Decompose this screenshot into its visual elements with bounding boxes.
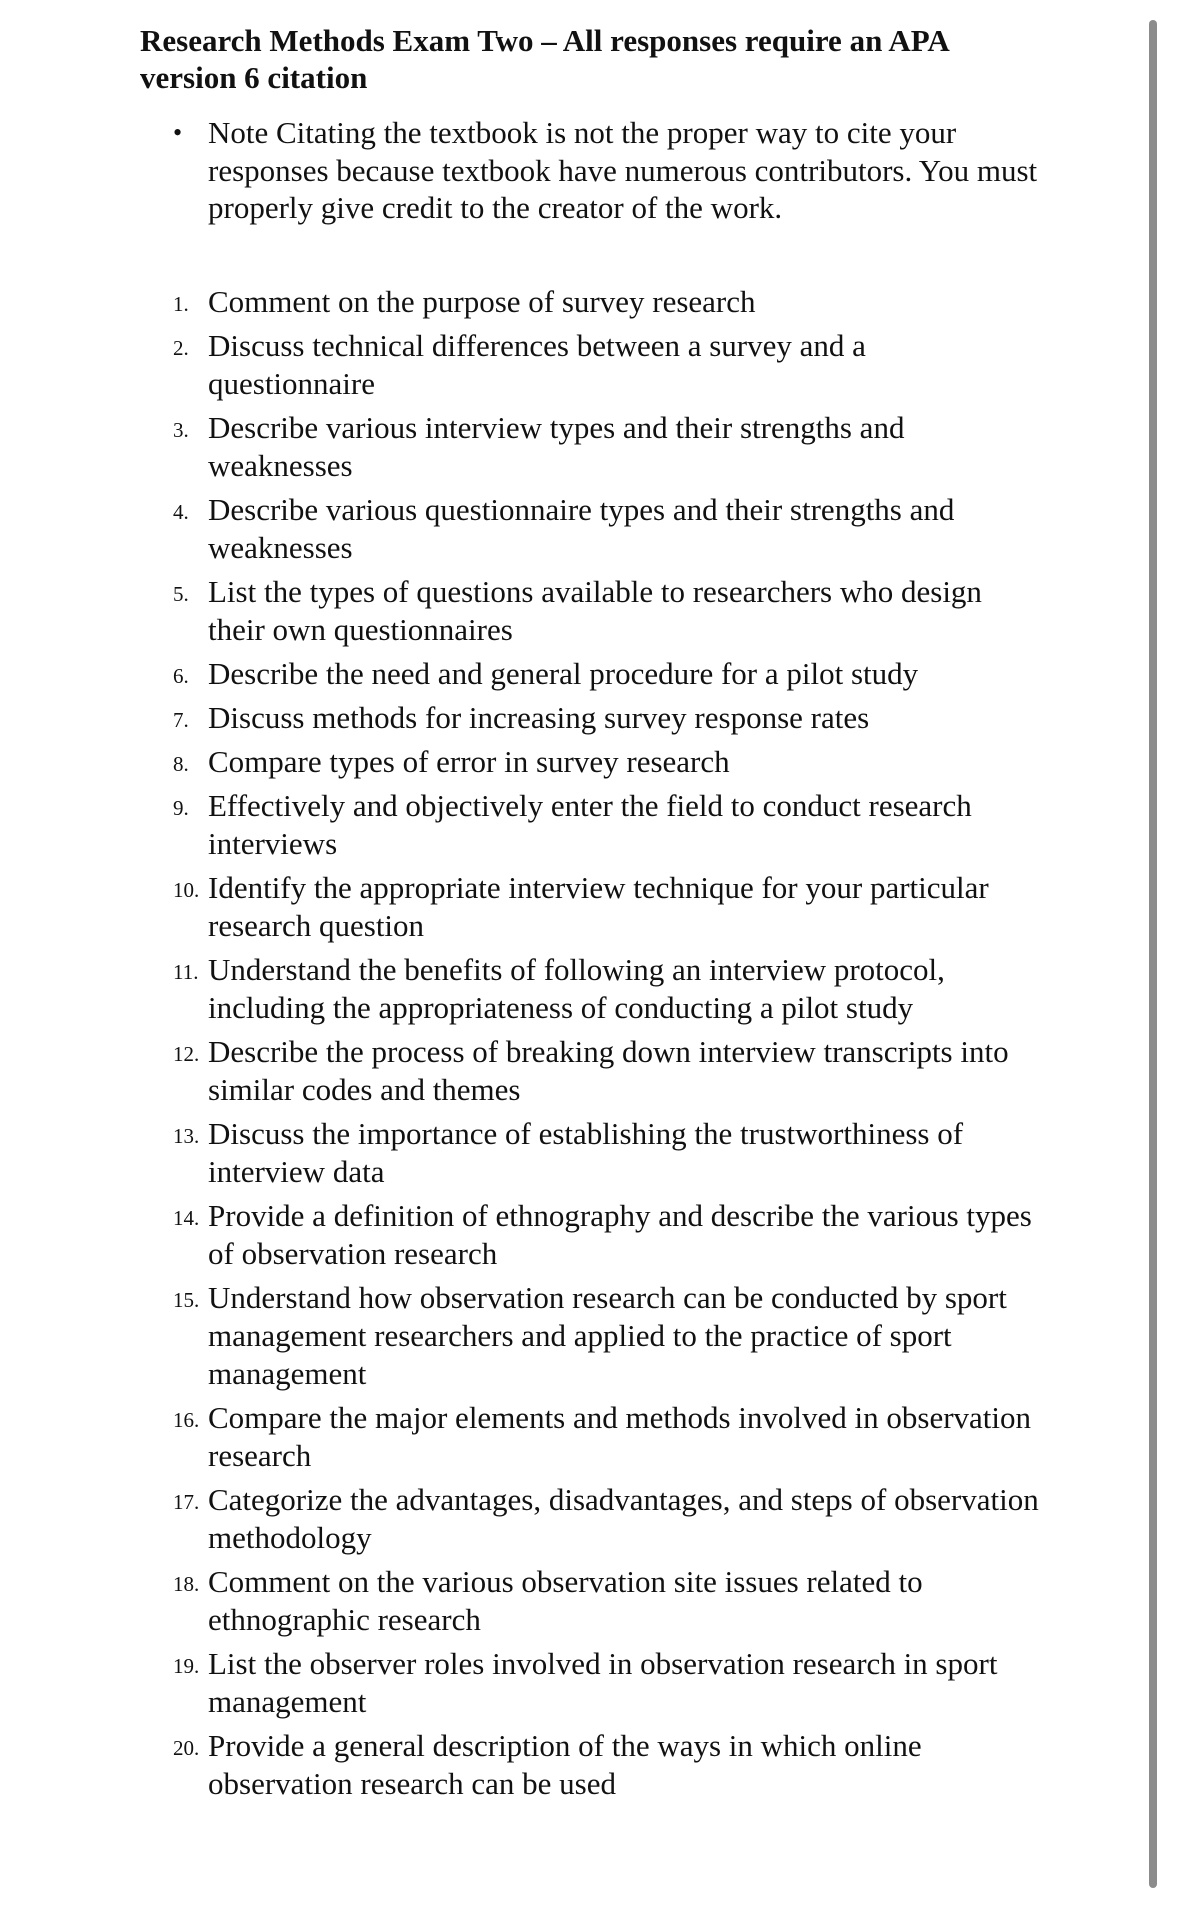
item-text: Discuss the importance of establishing the trustworthiness of interview data [208,1115,964,1189]
item-text: Comment on the various observation site issues related to ethnographic research [208,1563,923,1637]
list-item [140,573,1040,649]
item-number: 14. [173,1205,200,1230]
item-text: List the observer roles involved in observation research in sport management [208,1645,998,1719]
item-number: 18. [173,1571,200,1596]
item-text: Categorize the advantages, disadvantages, and steps of observation methodology [208,1481,1039,1555]
list-item [140,327,1040,403]
item-text: Understand how observation research can be conducted by sport management researchers and applied to the practice of sport management [208,1279,1007,1391]
list-item [140,409,1040,485]
list-item [140,787,1040,863]
item-number: 17. [173,1489,200,1514]
list-item [140,1279,1040,1393]
item-text: Discuss methods for increasing survey response rates [208,699,870,735]
item-text: Effectively and objectively enter the field to conduct research interviews [208,787,972,861]
bullet-marker: • [173,118,183,147]
item-number: 19. [173,1653,200,1678]
list-item [140,1727,1040,1803]
list-item [140,491,1040,567]
question-list [140,283,1040,1803]
item-text: Compare types of error in survey research [208,743,730,779]
item-number: 6. [173,663,189,688]
item-number: 9. [173,795,189,820]
list-item [140,1563,1040,1639]
note-text: Note Citating the textbook is not the proper way to cite your responses because textbook have numerous contributors. You must properly give credit to the creator of the work. [208,115,1038,225]
item-text: Comment on the purpose of survey research [208,283,756,319]
item-text: Understand the benefits of following an interview protocol, including the appropriateness of conducting a pilot study [208,951,945,1025]
list-item [140,699,1040,737]
item-number: 15. [173,1287,200,1312]
item-number: 5. [173,581,189,606]
item-text: Discuss technical differences between a survey and a questionnaire [208,327,866,401]
item-number: 12. [173,1041,200,1066]
item-text: Identify the appropriate interview technique for your particular research question [208,869,989,943]
list-item [140,1645,1040,1721]
list-item [140,869,1040,945]
list-item [140,283,1040,321]
item-number: 11. [173,959,199,984]
document-title: Research Methods Exam Two – All responses require an APA version 6 citation [140,23,949,95]
item-text: Describe the need and general procedure for a pilot study [208,655,919,691]
item-number: 10. [173,877,200,902]
citation-note [140,114,1040,227]
item-text: Describe various interview types and their strengths and weaknesses [208,409,905,483]
item-text: List the types of questions available to researchers who design their own questionnaires [208,573,982,647]
item-number: 16. [173,1407,200,1432]
item-number: 3. [173,417,189,442]
list-item [140,743,1040,781]
list-item [140,655,1040,693]
item-number: 1. [173,291,189,316]
item-number: 2. [173,335,189,360]
list-item [140,1115,1040,1191]
list-item [140,1197,1040,1273]
list-item [140,1399,1040,1475]
document [140,22,1040,1809]
vertical-scrollbar[interactable] [1149,20,1157,1888]
item-text: Describe various questionnaire types and their strengths and weaknesses [208,491,955,565]
item-number: 7. [173,707,189,732]
item-text: Provide a general description of the ways in which online observation research can be used [208,1727,922,1801]
item-number: 8. [173,751,189,776]
item-number: 13. [173,1123,200,1148]
item-number: 20. [173,1735,200,1760]
item-text: Compare the major elements and methods involved in observation research [208,1399,1032,1473]
list-item [140,1481,1040,1557]
list-item [140,951,1040,1027]
item-number: 4. [173,499,189,524]
list-item [140,1033,1040,1109]
item-text: Describe the process of breaking down interview transcripts into similar codes and themes [208,1033,1009,1107]
item-text: Provide a definition of ethnography and describe the various types of observation research [208,1197,1032,1271]
